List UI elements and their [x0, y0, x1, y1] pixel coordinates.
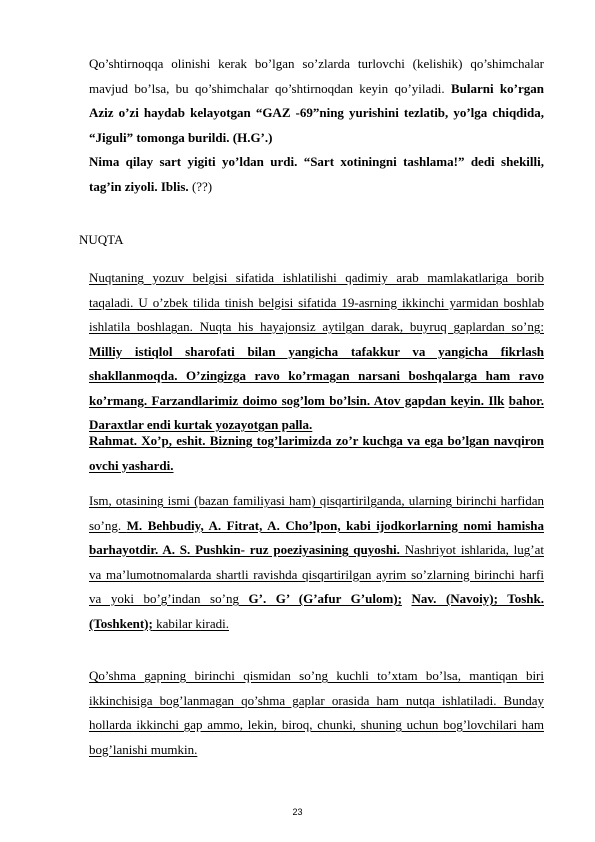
paragraph-example [89, 150, 544, 199]
section-heading: NUQTA [79, 232, 124, 247]
paragraph-text: kabilar kiradi. [152, 615, 229, 631]
paragraph-text: so’ng: [504, 319, 545, 334]
paragraph-text: Nuqtaning yozuv belgisi sifatida ishlatilishi qadimiy arab mamlakatlariga borib taqaladi. U o’zbek tilida tinish belgisi sifatida 19-asrning ikkinchi yarmidan boshlab ishlatila boshlagan. Nuqta his hayajonsiz aytilgan darak, buyruq gaplardan [89, 270, 544, 334]
paragraph-abbreviations [89, 489, 544, 636]
example-text: Bularni ko’rgan Aziz o’zi haydab kelayotgan “GAZ -69”ning yurishini tezlatib, yo’lga chiqdida, “Jiguli” tomonga burildi. (H.G’.) [89, 80, 544, 145]
example-text: shakllanmoqda. O’zingizga ravo ko’rmagan narsani boshqalarga ham ravo [89, 368, 544, 383]
paragraph-text: (??) [188, 178, 213, 194]
page-number: 23 [292, 807, 303, 817]
paragraph-compound-sentences: Qo’shma gapning birinchi qismidan so’ng kuchli to’xtam bo’lsa, mantiqan biri ikkinchisiga bog’lanmagan qo’shma gaplar orasida ham nutqa ishlatiladi. Bunday hollarda ikkinchi gap ammo, lekin, biroq, chunki, shuning uchun bog’lovchilari ham bog’lanishi mumkin. [89, 668, 544, 757]
paragraph-text: Ism, otasining ismi (bazan familiyasi ham) qisqartirilganda, ularning birinchi harfidan so’ng. [89, 493, 544, 533]
example-text: bahor. Daraxtlar endi kurtak yozayotgan palla. [89, 392, 545, 432]
example-text: Nav. (Navoiy); Toshk. (Toshkent); [89, 591, 544, 631]
paragraph-quotation-suffixes [89, 52, 544, 150]
paragraph-text: so’zlarning birinchi harfi va yoki bo’g’indan so’ng [89, 566, 544, 606]
example-text: M. Behbudiy, A. Fitrat, A. Cho’lpon, kabi ijodkorlarning nomi hamisha barhayotdir. A. S. Pushkin- ruz poeziyasining quyoshi. [89, 517, 544, 557]
paragraph-nuqta-usage [89, 266, 544, 438]
paragraph-text: ishlarida, lug’at va ma’lumotnomalarda shartli ravishda qisqartirilgan ayrim [89, 542, 544, 582]
example-text: G’. G’ (G’afur G’ulom); [248, 591, 402, 606]
example-text: Nima qilay sart yigiti yo’ldan urdi. “Sart xotiningni tashlama!” dedi shekilli, tag’in ziyoli. Iblis. [89, 154, 544, 194]
example-text: Milliy istiqlol sharofati bilan yangicha tafakkur va yangicha fikrlash [89, 343, 544, 359]
paragraph-text: Qo’shtirnoqqa olinishi kerak bo’lgan so’zlarda turlovchi (kelishik) qo’shimchalar mavjud bo’lsa, bu qo’shimchalar qo’shtirnoqdan keyin qo’yiladi. [89, 56, 544, 96]
paragraph-text: Nashriyot [399, 542, 457, 557]
paragraph-example: Rahmat. Xo’p, eshit. Bizning tog’larimizda zo’r kuchga va ega bo’lgan navqiron ovchi yashardi. [89, 433, 544, 473]
example-text: ko’rmang. Farzandlarimiz doimo sog’lom bo’lsin. Atov gapdan keyin. Ilk [89, 392, 505, 408]
